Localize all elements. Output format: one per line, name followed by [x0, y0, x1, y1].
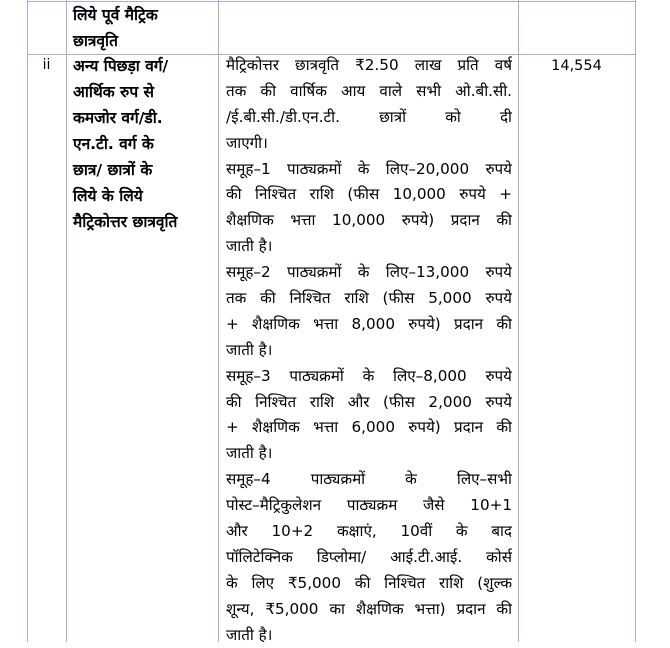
description-line: /ई.बी.सी./डी.एन.टी. छात्रों को दी	[226, 107, 512, 126]
scheme-description	[226, 53, 512, 648]
scheme-name	[73, 53, 218, 235]
description-line: के लिए ₹5,000 की निश्चित राशि (शुल्क	[226, 573, 512, 592]
description-line: और 10+2 कक्षाएं, 10वीं के बाद	[226, 522, 512, 541]
scheme-name-line: लिये के लिये	[73, 187, 143, 205]
description-line: तक की निश्चित राशि (फीस 5,000 रुपये	[226, 289, 512, 308]
scheme-name-line: एन.टी. वर्ग के	[73, 135, 154, 153]
description-line: तक की वार्षिक आय वाले सभी ओ.बी.सी.	[226, 81, 512, 100]
description-line: जाती है।	[226, 444, 273, 463]
description-line: शैक्षणिक भत्ता 10,000 रुपये) प्रदान की	[226, 211, 512, 230]
description-line: शून्य, ₹5,000 का शैक्षणिक भत्ता) प्रदान की	[226, 599, 512, 618]
scheme-name-line: अन्य पिछड़ा वर्ग/	[73, 57, 169, 75]
description-line: मैट्रिकोत्तर छात्रवृति ₹2.50 लाख प्रति वर्ष	[226, 56, 512, 74]
scheme-name-line: कमजोर वर्ग/डी.	[73, 109, 163, 127]
description-line: + शैक्षणिक भत्ता 6,000 रुपये) प्रदान की	[226, 418, 512, 437]
description-line: पॉलिटेक्निक डिप्लोमा/ आई.टी.आई. कोर्स	[226, 547, 512, 566]
description-line: + शैक्षणिक भत्ता 8,000 रुपये) प्रदान की	[226, 314, 512, 333]
table-border-col2	[218, 0, 219, 642]
scheme-name-line: छात्रवृति	[73, 32, 118, 50]
scheme-name-line: लिये पूर्व मैट्रिक	[73, 6, 158, 24]
scheme-name-line: आर्थिक रुप से	[73, 83, 155, 101]
table-border-right	[635, 0, 636, 642]
description-line: समूह–1 पाठ्यक्रमों के लिए–20,000 रुपये	[226, 159, 512, 178]
description-line: समूह–4 पाठ्यक्रमों के लिए–सभी	[226, 470, 512, 489]
table-border-col3	[518, 0, 519, 642]
description-line: जाती है।	[226, 340, 273, 359]
serial-number: ii	[42, 57, 51, 73]
description-line: जाती है।	[226, 625, 273, 644]
description-line: समूह–2 पाठ्यक्रमों के लिए–13,000 रुपये	[226, 263, 512, 282]
table-row	[73, 2, 218, 54]
description-line: समूह–3 पाठ्यक्रमों के लिए–8,000 रुपये	[226, 366, 512, 385]
description-line: जाएगी।	[226, 133, 268, 152]
description-line: पोस्ट–मैट्रिकुलेशन पाठ्यक्रम जैसे 10+1	[226, 496, 512, 515]
description-line: की निश्चित राशि (फीस 10,000 रुपये +	[226, 185, 512, 204]
scheme-name-line: मैट्रिकोत्तर छात्रवृति	[73, 213, 178, 231]
scheme-name-line: छात्र/ छात्रों के	[73, 161, 153, 179]
table-border-col1	[66, 0, 67, 642]
description-line: जाती है।	[226, 237, 273, 256]
description-line: की निश्चित राशि और (फीस 2,000 रुपये	[226, 392, 512, 411]
table-border-left	[27, 0, 28, 642]
amount-value: 14,554	[551, 58, 602, 74]
